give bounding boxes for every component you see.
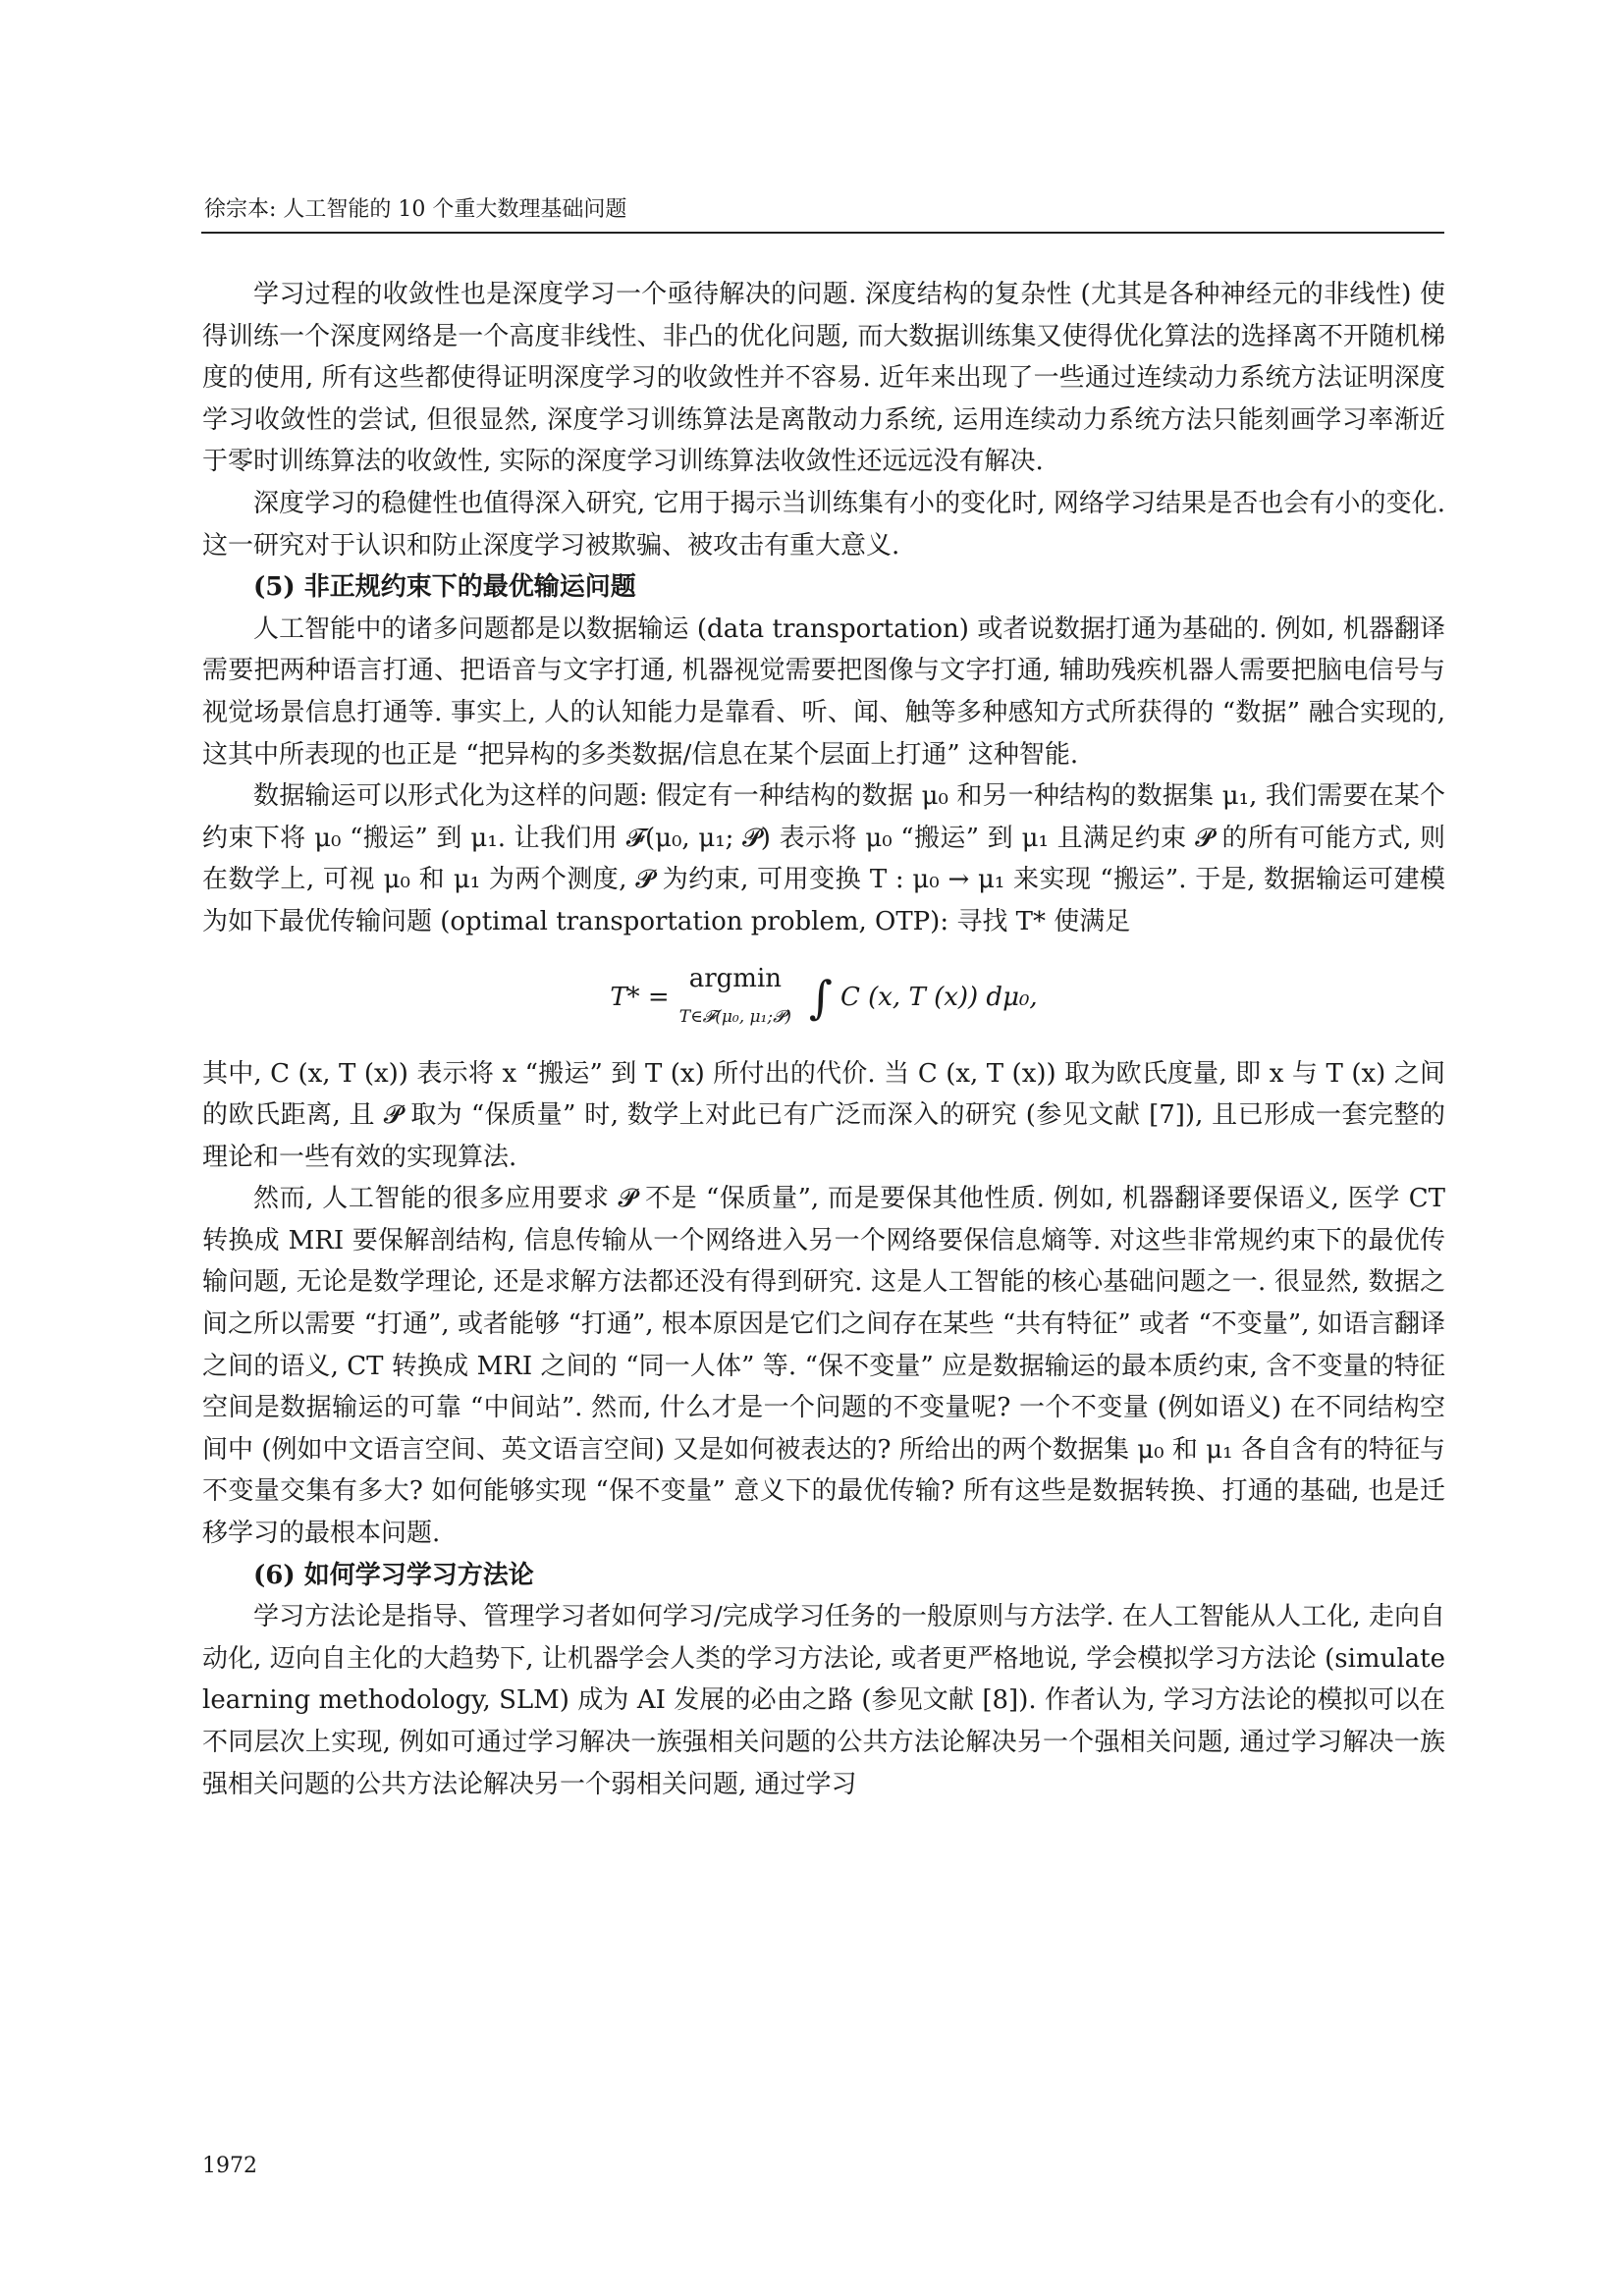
header-rule xyxy=(201,232,1444,234)
paragraph-invariants: 然而, 人工智能的很多应用要求 𝓟 不是 “保质量”, 而是要保其他性质. 例如, 机器翻译要保语义, 医学 CT 转换成 MRI 要保解剖结构, 信息传输从一个网络进入另一个网络要保信息熵等. 对这些非常规约束下的最优传输问题, 无论是数学理论, 还是求解方法都还没有得到研究. 这是人工智能的核心基础问题之一. 很显然, 数据之间之所以需要 “打通”, 或者能够 “打通”, 根本原因是它们之间存在某些 “共有特征” 或者 “不变量”, 如语言翻译之间的语义, CT 转换成 MRI 之间的 “同一人体” 等. “保不变量” 应是数据输运的最本质约束, 含不变量的特征空间是数据输运的可靠 “中间站”. 然而, 什么才是一个问题的不变量呢? 一个不变量 (例如语义) 在不同结构空间中 (例如中文语言空间、英文语言空间) 又是如何被表达的? 所给出的两个数据集 μ₀ 和 μ₁ 各自含有的特征与不变量交集有多大? 如何能够实现 “保不变量” 意义下的最优传输? 所有这些是数据转换、打通的基础, 也是迁移学习的最根本问题. xyxy=(202,1184,1445,1549)
integral-sign: ∫ xyxy=(809,971,833,1025)
paragraph-robustness: 深度学习的稳健性也值得深入研究, 它用于揭示当训练集有小的变化时, 网络学习结果是否也会有小的变化. 这一研究对于认识和防止深度学习被欺骗、被攻击有重大意义. xyxy=(202,488,1445,561)
otp-equation xyxy=(202,943,1445,1053)
equation-lhs: T* = xyxy=(610,983,670,1013)
paragraph-formalization: 数据输运可以形式化为这样的问题: 假定有一种结构的数据 μ₀ 和另一种结构的数据集 μ₁, 我们需要在某个约束下将 μ₀ “搬运” 到 μ₁. 让我们用 𝓕(μ₀, μ₁; 𝓟) 表示将 μ₀ “搬运” 到 μ₁ 且满足约束 𝓟 的所有可能方式, 则在数学上, 可视 μ₀ 和 μ₁ 为两个测度, 𝓟 为约束, 可用变换 T : μ₀ → μ₁ 来实现 “搬运”. 于是, 数据输运可建模为如下最优传输问题 (optimal transportation problem, OTP): 寻找 T* 使满足 xyxy=(202,781,1445,936)
body-text xyxy=(202,274,1445,1805)
paragraph-cost-definition: 其中, C (x, T (x)) 表示将 x “搬运” 到 T (x) 所付出的代价. 当 C (x, T (x)) 取为欧氏度量, 即 x 与 T (x) 之间的欧氏距离, 且 𝓟 取为 “保质量” 时, 数学上对此已有广泛而深入的研究 (参见文献 [7]), 且已形成一套完整的理论和一些有效的实现算法. xyxy=(202,1058,1445,1172)
section-heading-5: (5) 非正规约束下的最优输运问题 xyxy=(253,572,636,603)
running-header: 徐宗本: 人工智能的 10 个重大数理基础问题 xyxy=(204,197,627,222)
equation-rhs: C (x, T (x)) dμ₀, xyxy=(839,983,1038,1013)
paragraph-learning-methodology: 学习方法论是指导、管理学习者如何学习/完成学习任务的一般原则与方法学. 在人工智能从人工化, 走向自动化, 迈向自主化的大趋势下, 让机器学会人类的学习方法论, 或者更严格地说, 学会模拟学习方法论 (simulate learning methodology, SLM) 成为 AI 发展的必由之路 (参见文献 [8]). 作者认为, 学习方法论的模拟可以在不同层次上实现, 例如可通过学习解决一族强相关问题的公共方法论解决另一个强相关问题, 通过学习解决一族强相关问题的公共方法论解决另一个弱相关问题, 通过学习 xyxy=(202,1602,1445,1799)
page-number: 1972 xyxy=(202,2154,257,2178)
paragraph-data-transportation: 人工智能中的诸多问题都是以数据输运 (data transportation) 或者说数据打通为基础的. 例如, 机器翻译需要把两种语言打通、把语音与文字打通, 机器视觉需要把图像与文字打通, 辅助残疾机器人需要把脑电信号与视觉场景信息打通等. 事实上, 人的认知能力是靠看、听、闻、触等多种感知方式所获得的 “数据” 融合实现的, 这其中所表现的也正是 “把异构的多类数据/信息在某个层面上打通” 这种智能. xyxy=(202,614,1445,770)
argmin-operator xyxy=(679,958,791,1038)
section-heading-6: (6) 如何学习学习方法论 xyxy=(253,1560,534,1590)
paragraph-convergence: 学习过程的收敛性也是深度学习一个亟待解决的问题. 深度结构的复杂性 (尤其是各种神经元的非线性) 使得训练一个深度网络是一个高度非线性、非凸的优化问题, 而大数据训练集又使得优化算法的选择离不开随机梯度的使用, 所有这些都使得证明深度学习的收敛性并不容易. 近年来出现了一些通过连续动力系统方法证明深度学习收敛性的尝试, 但很显然, 深度学习训练算法是离散动力系统, 运用连续动力系统方法只能刻画学习率渐近于零时训练算法的收敛性, 实际的深度学习训练算法收敛性还远远没有解决. xyxy=(202,280,1445,477)
argmin-subscript: T∈𝓕(μ₀, μ₁;𝓟) xyxy=(678,1006,791,1027)
argmin-label: argmin xyxy=(688,963,783,993)
